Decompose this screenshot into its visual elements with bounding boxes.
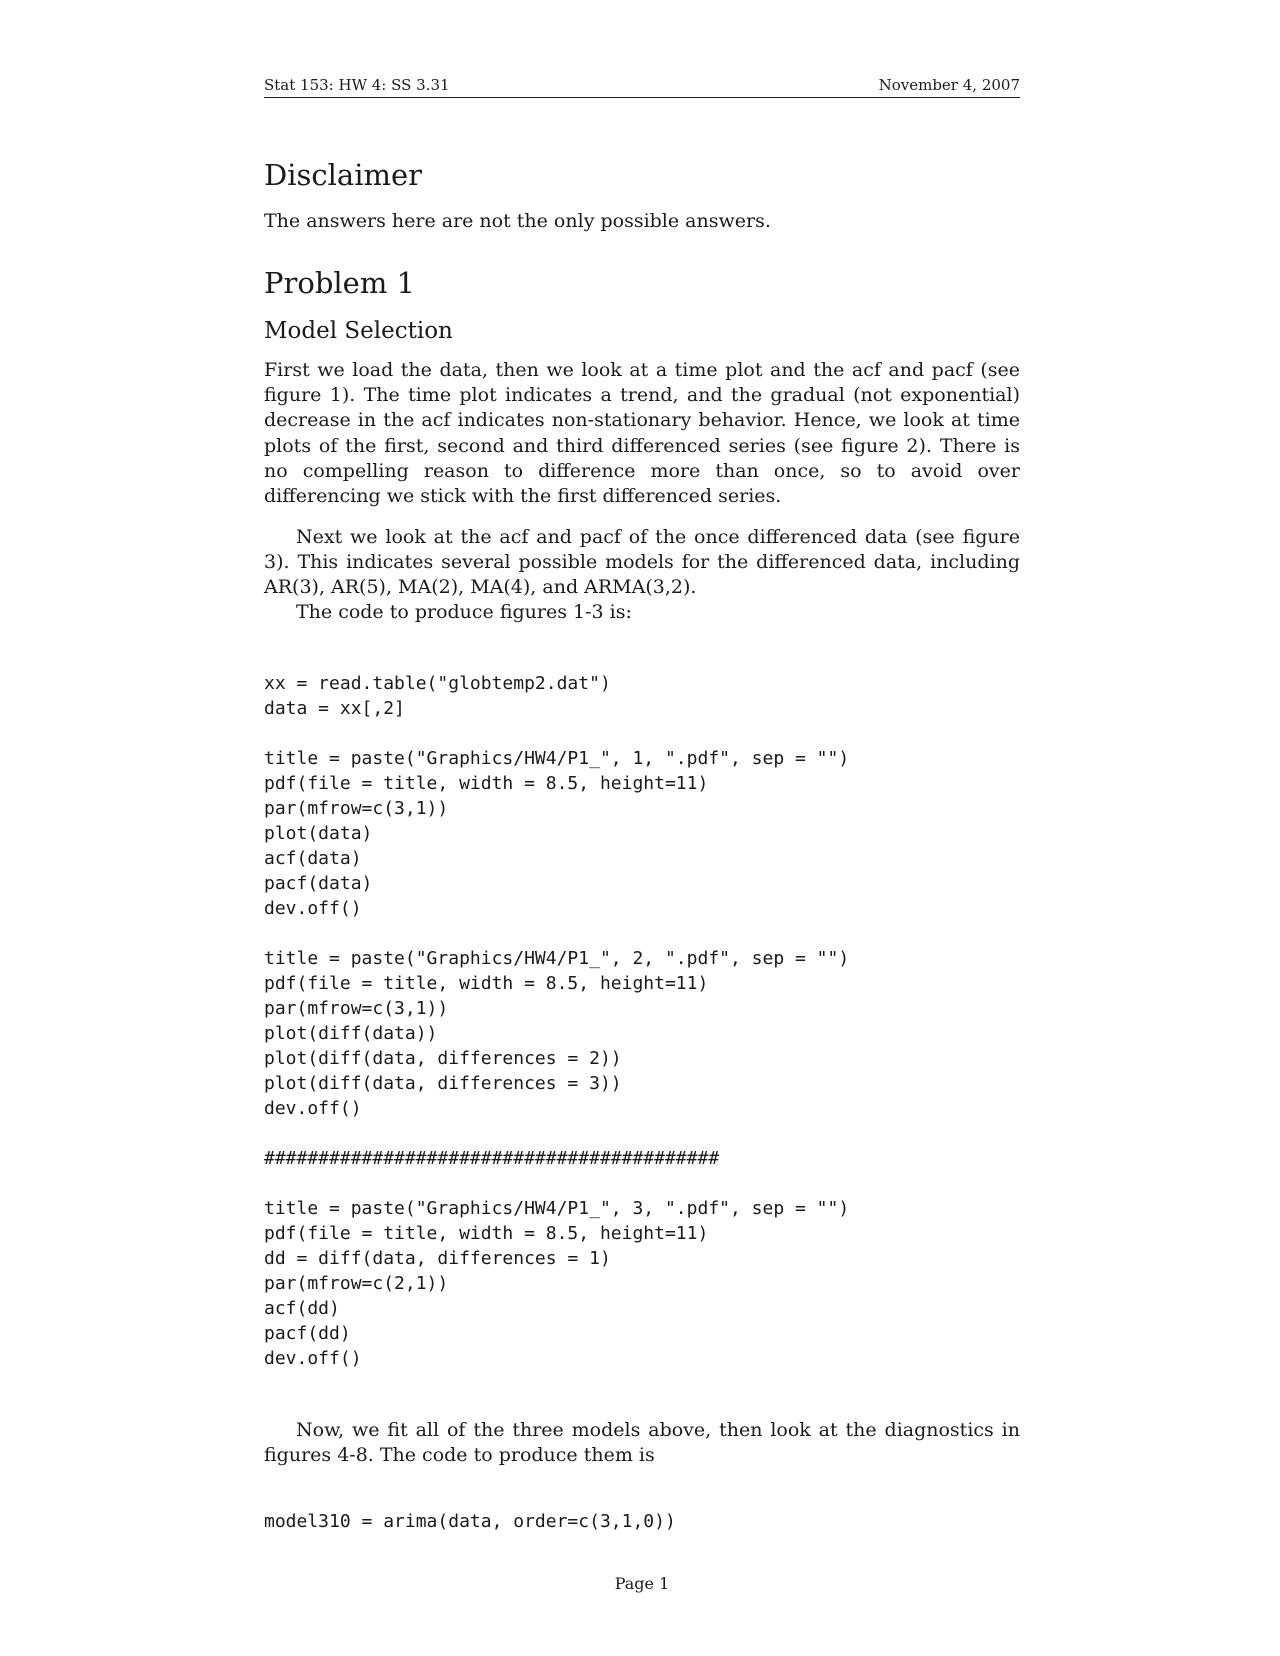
- paragraph-code-intro: The code to produce figures 1-3 is:: [296, 601, 632, 623]
- problem-heading: Problem 1: [264, 266, 416, 300]
- running-header: [264, 76, 1020, 98]
- code-block-figures: xx = read.table("globtemp2.dat") data = xx[,2] title = paste("Graphics/HW4/P1_", 1, ".pdf", sep = "") pdf(file = title, width = 8.5, height=11) par(mfrow=c(3,1)) plot(data) acf(data) pacf(data) dev.off() title = paste("Graphics/HW4/P1_", 2, ".pdf", sep = "") pdf(file = title, width = 8.5, height=11) par(mfrow=c(3,1)) plot(diff(data)) plot(diff(data, differences = 2)) plot(diff(data, differences = 3)) dev.off() ########################################## title = paste("Graphics/HW4/P1_", 3, ".pdf", sep = "") pdf(file = title, width = 8.5, height=11) dd = diff(data, differences = 1) par(mfrow=c(2,1)) acf(dd) pacf(dd) dev.off(): [264, 673, 850, 1369]
- paragraph-intro: First we load the data, then we look at a time plot and the acf and pacf (see figure 1). The time plot indicates a trend, and the gradual (not exponential) decrease in the acf indicates non-stationary behavior. Hence, we look at time plots of the first, second and third differenced series (see figure 2). There is no compelling reason to difference more than once, so to avoid over differencing we stick with the first differenced series.: [264, 359, 1020, 508]
- paragraph-diagnostics: Now, we fit all of the three models above, then look at the diagnostics in figures 4-8. The code to produce them is: [264, 1419, 1020, 1467]
- page-number: Page 1: [614, 1574, 670, 1593]
- header-date: November 4, 2007: [878, 76, 1020, 94]
- paragraph-models: Next we look at the acf and pacf of the once differenced data (see figure 3). This indicates several possible models for the differenced data, including AR(3), AR(5), MA(2), MA(4), and ARMA(3,2).: [264, 526, 1020, 599]
- code-block-model: model310 = arima(data, order=c(3,1,0)): [264, 1511, 676, 1532]
- disclaimer-heading: Disclaimer: [264, 158, 423, 192]
- header-course: Stat 153: HW 4: SS 3.31: [264, 76, 450, 94]
- disclaimer-text: The answers here are not the only possible answers.: [264, 210, 771, 232]
- subsection-heading: Model Selection: [264, 318, 453, 344]
